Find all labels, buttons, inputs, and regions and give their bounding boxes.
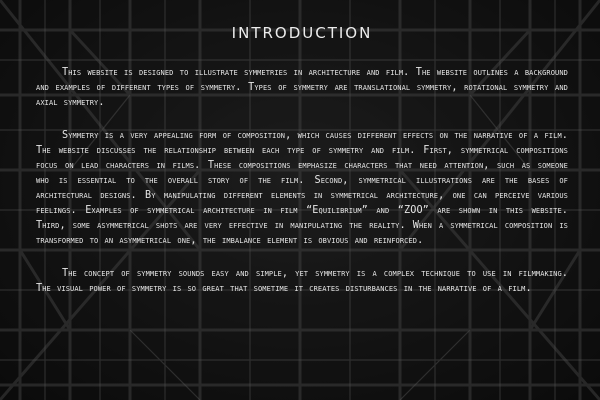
intro-paragraph-1: This website is designed to illustrate symmetries in architecture and film. The website outlines a background and examples of different types of symmetry. Types of symmetry are translational symmetry, rotational symmetry and axial symmetry. [36, 67, 568, 108]
intro-paragraph-3: The concept of symmetry sounds easy and simple, yet symmetry is a complex technique to use in filmmaking. The visual power of symmetry is so great that sometime it creates disturbances in the narrative of a film. [36, 268, 568, 294]
intro-content [36, 26, 568, 314]
intro-paragraph-2: Symmetry is a very appealing form of composition, which causes different effects on the narrative of a film. The website discusses the relationship between each type of symmetry and film. First, symmetrical compositions focus on lead characters in films. These compositions emphasize characters that need attention, such as someone who is essential to the overall story of the film. Second, symmetrical illustrations are the bases of architectural designs. By manipulating different elements in symmetrical architecture, one can perceive various feelings. Examples of symmetrical architecture in film “Equilibrium” and “ZOO” are shown in this website. Third, some asymmetrical shots are very effective in manipulating the reality. When a symmetrical composition is transformed to an asymmetrical one, the imbalance element is obvious and reinforced. [36, 130, 568, 246]
page-title: INTRODUCTION [231, 24, 373, 42]
